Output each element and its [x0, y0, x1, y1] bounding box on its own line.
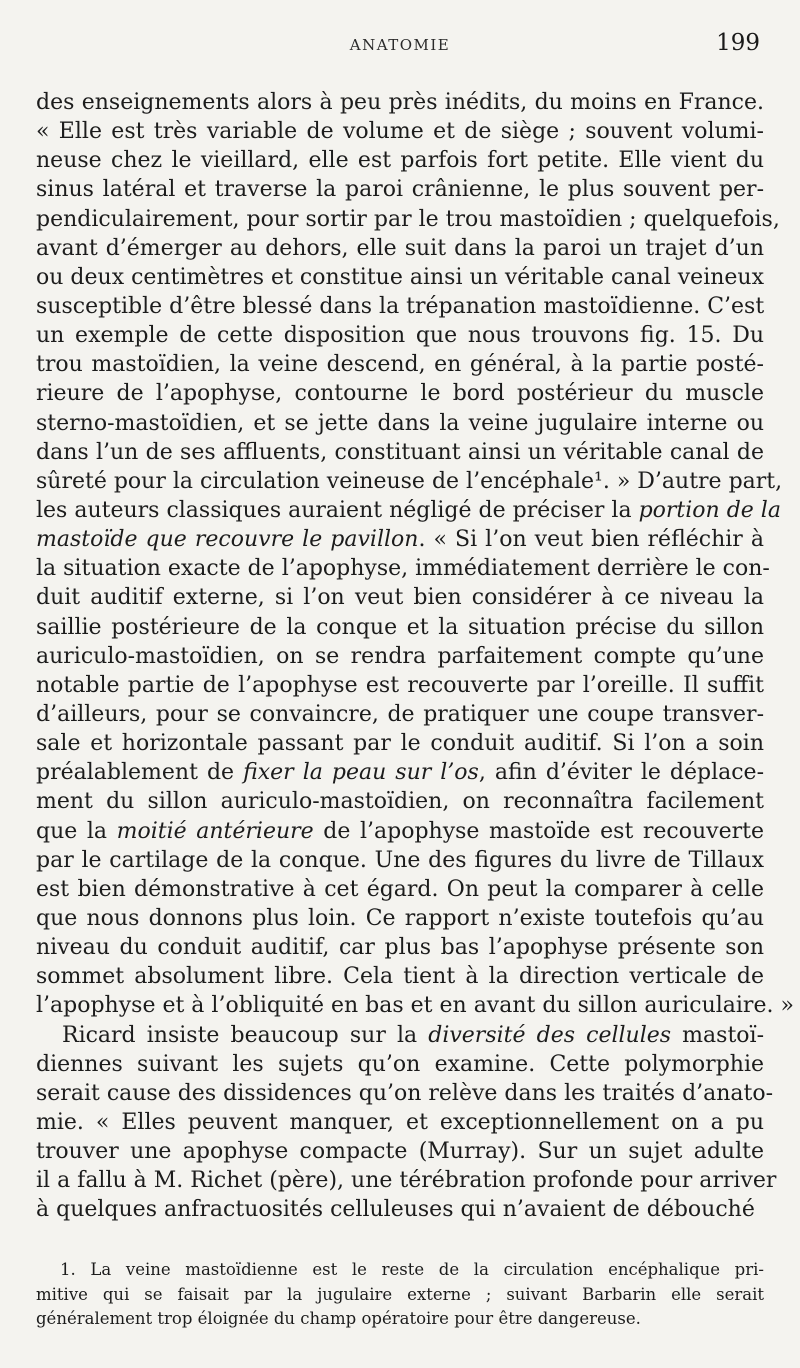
text-line: [36, 1021, 764, 1050]
text-line: [36, 146, 764, 175]
text-segment: saillie postérieure de la conque et la situation précise du sillon: [36, 614, 764, 640]
text-line: [36, 613, 764, 642]
text-segment: sûreté pour la circulation veineuse de l’encéphale¹. » D’autre part,: [36, 468, 783, 494]
text-line: [36, 700, 764, 729]
text-line: [36, 758, 764, 787]
text-segment: . « Si l’on veut bien réfléchir à: [418, 527, 764, 553]
page-number: 199: [716, 30, 760, 56]
text-line: [36, 962, 764, 991]
footnote-line: 1. La veine mastoïdienne est le reste de la circulation encéphalique pri-: [60, 1260, 764, 1279]
italic-phrase: moitié antérieure: [116, 818, 314, 844]
text-line: [36, 1079, 774, 1108]
text-segment: « Elle est très variable de volume et de siège ; souvent volumi-: [36, 119, 764, 145]
footnotes: [36, 1258, 764, 1332]
text-line: [36, 1108, 764, 1137]
text-line: [36, 729, 764, 758]
text-segment: trou mastoïdien, la veine descend, en général, à la partie posté-: [36, 352, 764, 378]
text-line: [36, 933, 764, 962]
text-line: [36, 554, 770, 583]
text-segment: serait cause des dissidences qu’on relève dans les traités d’anato-: [36, 1080, 774, 1106]
body-text: [36, 88, 794, 1224]
text-line: [36, 1137, 764, 1166]
text-line: [36, 175, 764, 204]
text-line: [36, 88, 764, 117]
text-segment: ou deux centimètres et constitue ainsi un véritable canal veineux: [36, 264, 764, 290]
footnote-line: mitive qui se faisait par la jugulaire externe ; suivant Barbarin elle serait: [36, 1284, 764, 1304]
text-segment: les auteurs classiques auraient négligé de préciser la: [36, 497, 639, 523]
text-line: [36, 583, 764, 612]
text-segment: sinus latéral et traverse la paroi crânienne, le plus souvent per-: [36, 177, 764, 203]
text-line: [36, 525, 764, 554]
text-segment: la situation exacte de l’apophyse, immédiatement derrière le con-: [36, 556, 770, 582]
italic-phrase: mastoïde que recouvre le pavillon: [36, 527, 419, 553]
text-line: [36, 263, 764, 292]
text-line: [36, 846, 764, 875]
text-segment: des enseignements alors à peu près inédits, du moins en France.: [36, 90, 764, 115]
italic-phrase: diversité des cellules: [428, 1022, 672, 1048]
italic-phrase: portion de la: [638, 497, 781, 523]
text-segment: trouver une apophyse compacte (Murray). Sur un sujet adulte: [36, 1139, 764, 1165]
text-line: [36, 321, 764, 350]
text-line: [36, 234, 764, 263]
text-segment: sommet absolument libre. Cela tient à la direction verticale de: [36, 964, 764, 990]
text-segment: dans l’un de ses affluents, constituant ainsi un véritable canal de: [36, 439, 764, 465]
text-segment: notable partie de l’apophyse est recouverte par l’oreille. Il suffit: [36, 672, 764, 698]
text-segment: à quelques anfractuosités celluleuses qui n’avaient de débouché: [36, 1197, 755, 1223]
text-segment: auriculo-mastoïdien, on se rendra parfaitement compte qu’une: [36, 643, 764, 669]
text-line: [36, 875, 764, 904]
text-line: [36, 991, 794, 1020]
text-segment: que la: [36, 818, 117, 844]
running-head: ANATOMIE: [349, 36, 451, 54]
text-segment: mastoï-: [671, 1022, 764, 1048]
text-segment: Ricard insiste beaucoup sur la: [62, 1022, 429, 1048]
text-line: [36, 496, 781, 525]
text-segment: duit auditif externe, si l’on veut bien considérer à ce niveau la: [36, 585, 764, 611]
text-segment: susceptible d’être blessé dans la trépanation mastoïdienne. C’est: [36, 293, 765, 319]
text-segment: est bien démonstrative à cet égard. On peut la comparer à celle: [36, 876, 764, 902]
text-line: [36, 671, 764, 700]
text-segment: neuse chez le vieillard, elle est parfois fort petite. Elle vient du: [36, 148, 764, 174]
text-segment: mie. « Elles peuvent manquer, et exceptionnellement on a pu: [36, 1109, 764, 1135]
text-segment: diennes suivant les sujets qu’on examine. Cette polymorphie: [36, 1051, 764, 1077]
text-segment: de l’apophyse mastoïde est recouverte: [313, 818, 764, 844]
text-line: [36, 292, 764, 321]
italic-phrase: fixer la peau sur l’os: [243, 760, 479, 786]
text-segment: ment du sillon auriculo-mastoïdien, on reconnaîtra facilement: [36, 789, 764, 815]
text-line: [36, 817, 764, 846]
text-line: [36, 904, 764, 933]
text-segment: avant d’émerger au dehors, elle suit dans la paroi un trajet d’un: [36, 235, 764, 261]
text-segment: sale et horizontale passant par le conduit auditif. Si l’on a soin: [36, 731, 764, 757]
text-segment: sterno-mastoïdien, et se jette dans la veine jugulaire interne ou: [36, 410, 764, 436]
text-segment: pendiculairement, pour sortir par le trou mastoïdien ; quelquefois,: [36, 206, 780, 232]
text-segment: , afin d’éviter le déplace-: [478, 760, 765, 786]
text-segment: préalablement de: [36, 760, 244, 786]
text-segment: l’apophyse et à l’obliquité en bas et en avant du sillon auriculaire. »: [36, 993, 794, 1019]
text-line: [36, 642, 764, 671]
text-line: [36, 409, 764, 438]
text-line: [36, 438, 764, 467]
text-line: [36, 787, 764, 816]
text-line: [36, 1195, 764, 1224]
text-line: [36, 1166, 777, 1195]
text-segment: il a fallu à M. Richet (père), une térébration profonde pour arriver: [36, 1168, 777, 1194]
text-line: [36, 350, 764, 379]
text-segment: que nous donnons plus loin. Ce rapport n’existe toutefois qu’au: [36, 905, 764, 931]
footnote-line: généralement trop éloignée du champ opératoire pour être dangereuse.: [36, 1309, 641, 1328]
text-segment: un exemple de cette disposition que nous trouvons fig. 15. Du: [36, 323, 764, 349]
text-line: [36, 205, 780, 234]
text-segment: par le cartilage de la conque. Une des figures du livre de Tillaux: [36, 847, 764, 873]
text-line: [36, 1050, 764, 1079]
text-segment: niveau du conduit auditif, car plus bas l’apophyse présente son: [36, 935, 764, 961]
text-segment: d’ailleurs, pour se convaincre, de pratiquer une coupe transver-: [36, 701, 764, 727]
text-segment: rieure de l’apophyse, contourne le bord postérieur du muscle: [36, 381, 764, 407]
text-line: [36, 117, 764, 146]
page-header: [36, 30, 764, 60]
text-line: [36, 379, 764, 408]
text-line: [36, 467, 783, 496]
